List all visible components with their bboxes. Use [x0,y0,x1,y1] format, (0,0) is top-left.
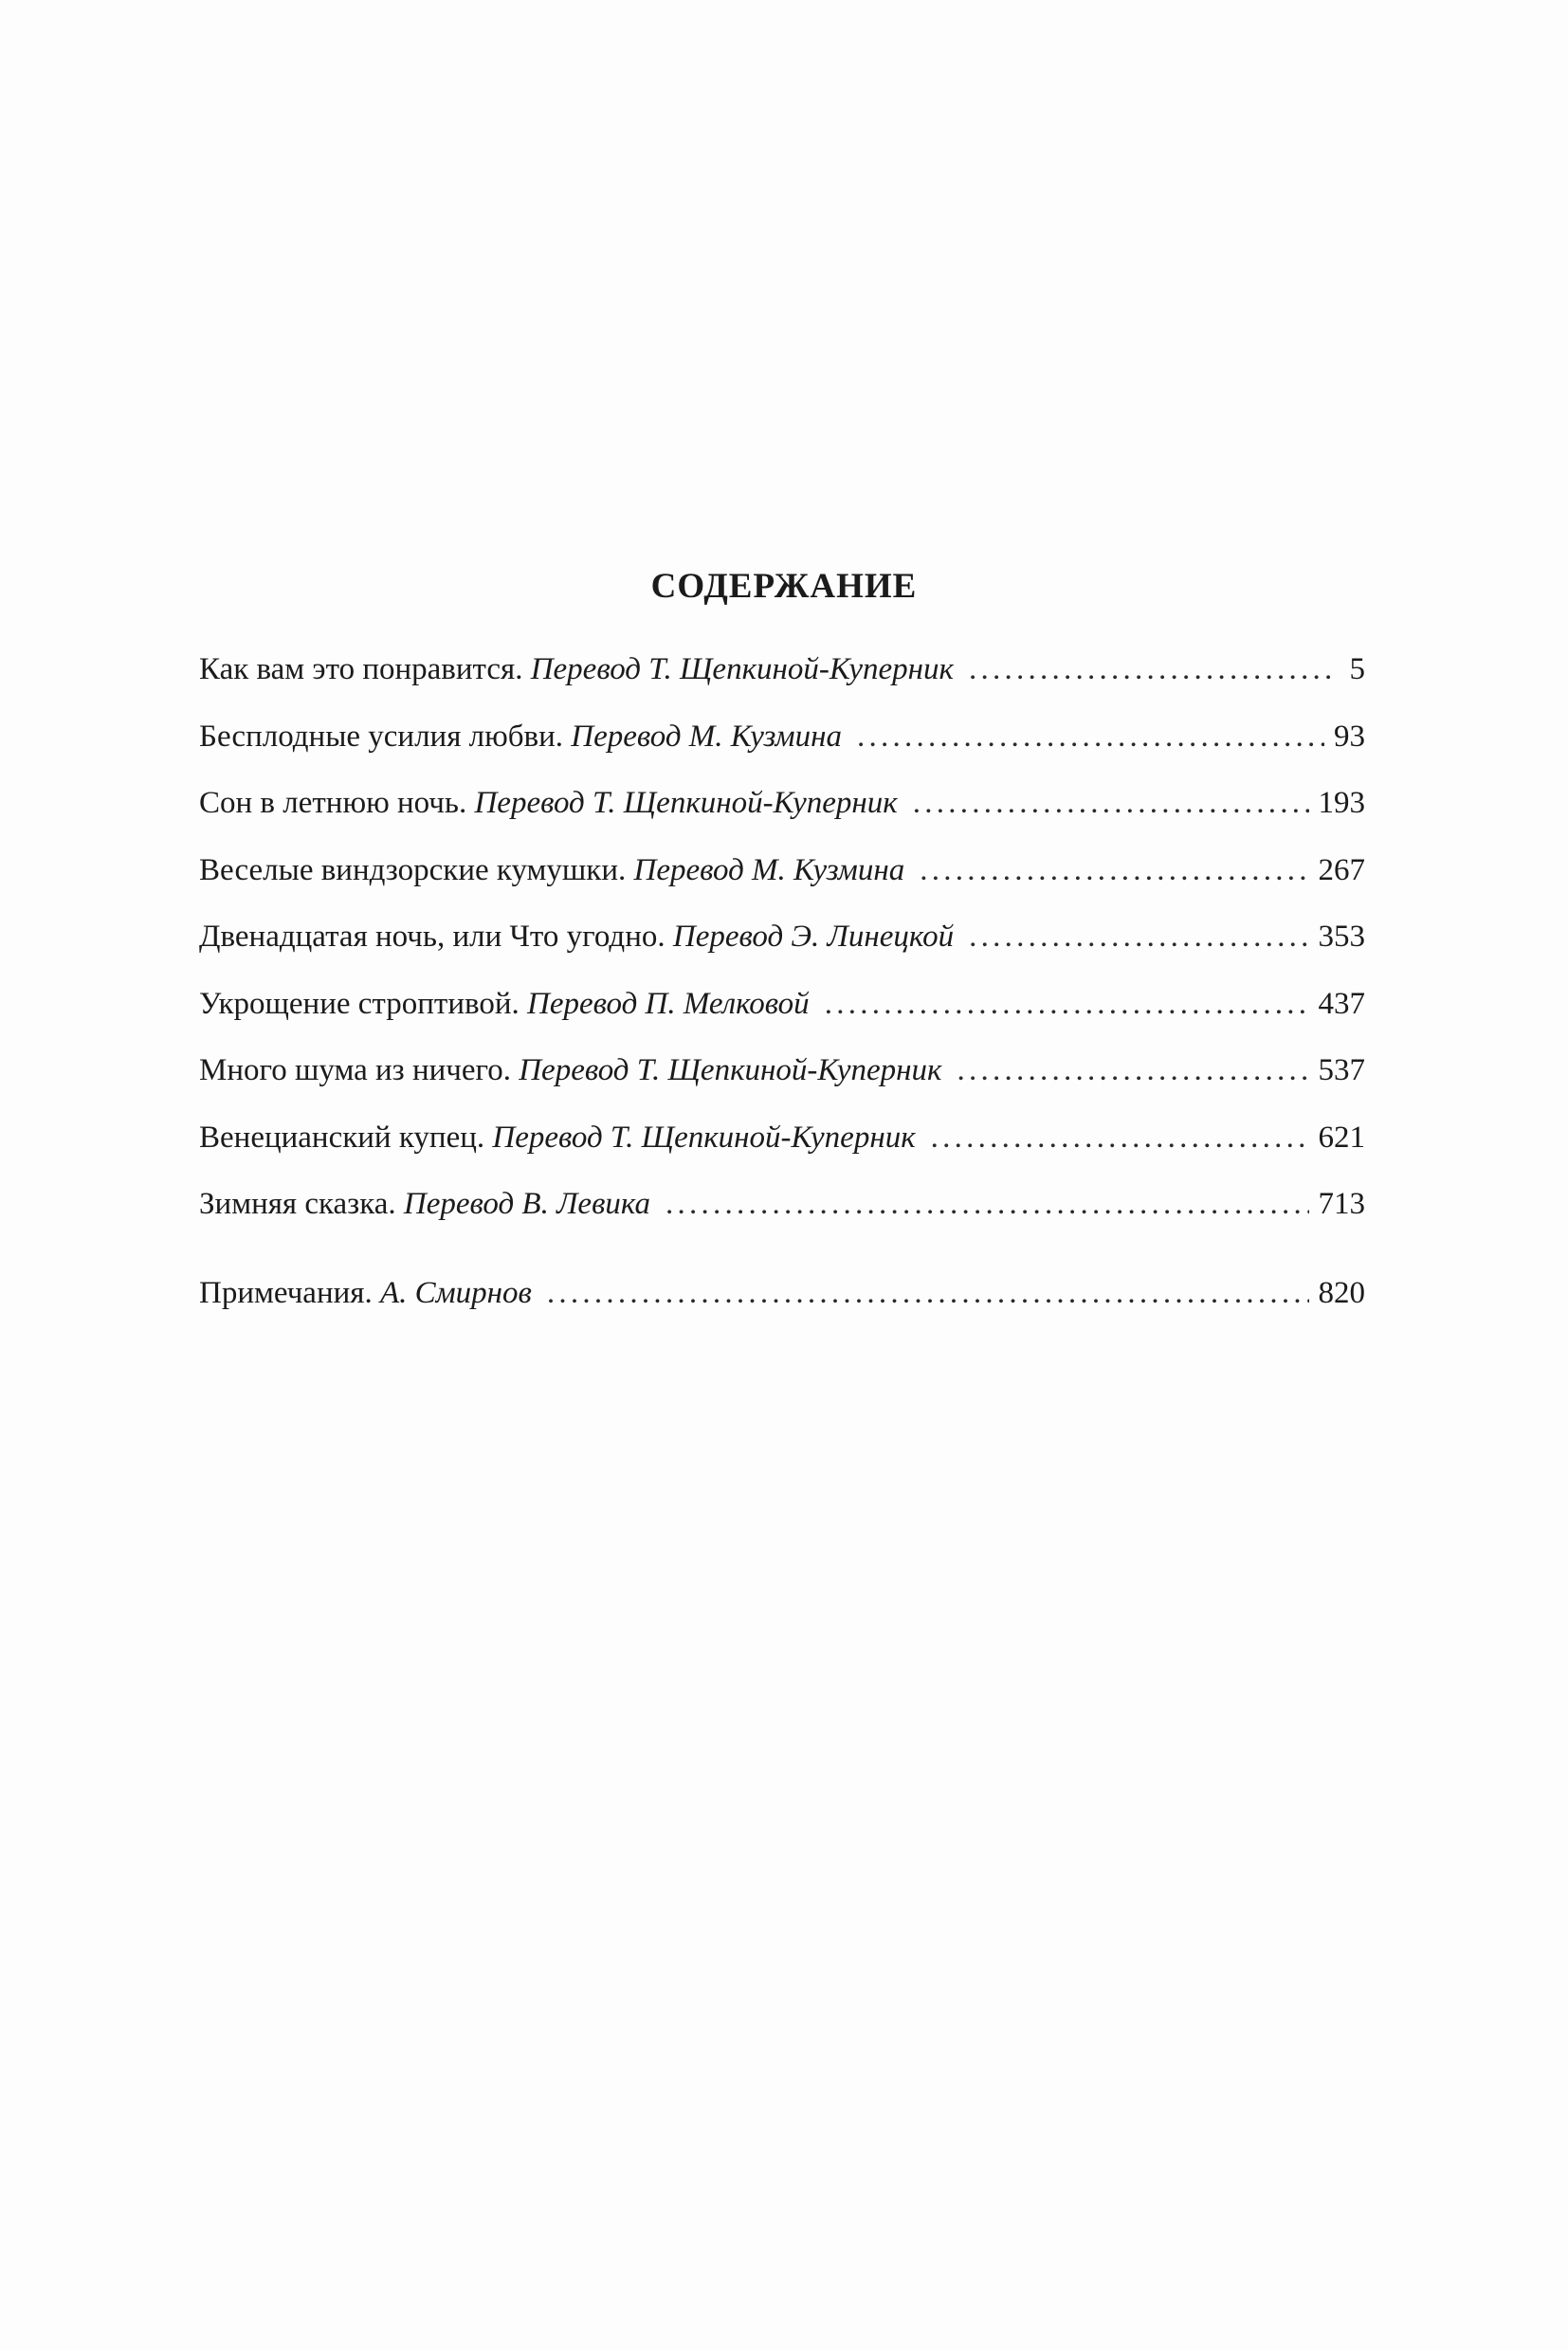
entry-title: Двенадцатая ночь, или Что угодно. [199,920,665,954]
entry-translator: Перевод Т. Щепкиной-Куперник [474,786,898,820]
entry-title: Укрощение строптивой. [199,986,520,1021]
entry-page-number: 5 [1349,652,1365,686]
toc-entry [199,1185,1365,1252]
table-of-contents [199,650,1365,1340]
dot-leader [969,918,1308,956]
entry-title: Зимняя сказка. [199,1187,396,1221]
entry-title: Много шума из ничего. [199,1053,511,1087]
toc-entry [199,1051,1365,1119]
dot-leader [920,851,1308,889]
entry-translator: Перевод П. Мелковой [527,986,810,1021]
entry-translator: Перевод В. Левика [403,1187,651,1221]
toc-entry-notes [199,1274,1365,1341]
entry-title: Примечания. [199,1275,373,1310]
entry-page-number: 621 [1318,1120,1365,1155]
entry-translator: Перевод Э. Линецкой [672,920,955,954]
dot-leader [547,1274,1309,1312]
entry-translator: Перевод М. Кузмина [571,719,842,754]
entry-translator: Перевод Т. Щепкиной-Куперник [530,652,954,686]
entry-title: Веселые виндзорские кумушки. [199,852,627,887]
entry-page-number: 437 [1318,986,1365,1021]
dot-leader [857,718,1324,756]
dot-leader [913,784,1309,822]
toc-entry [199,1119,1365,1186]
entry-translator: Перевод М. Кузмина [633,852,905,887]
entry-page-number: 193 [1318,786,1365,820]
entry-author: А. Смирнов [379,1275,532,1310]
entry-title: Венецианский купец. [199,1120,485,1155]
toc-entry [199,918,1365,985]
entry-translator: Перевод Т. Щепкиной-Куперник [519,1053,942,1087]
dot-leader [969,650,1337,688]
entry-page-number: 267 [1318,852,1365,887]
entry-page-number: 713 [1318,1187,1365,1221]
dot-leader [665,1185,1308,1223]
entry-title: Бесплодные усилия любви. [199,719,564,754]
entry-page-number: 93 [1334,719,1365,754]
toc-entry [199,851,1365,919]
toc-entry [199,985,1365,1052]
entry-translator: Перевод Т. Щепкиной-Куперник [492,1120,916,1155]
entry-page-number: 537 [1318,1053,1365,1087]
dot-leader [957,1051,1308,1089]
entry-title: Сон в летнюю ночь. [199,786,467,820]
page-title: СОДЕРЖАНИЕ [650,566,918,606]
entry-title: Как вам это понравится. [199,652,523,686]
toc-entry [199,650,1365,718]
entry-page-number: 353 [1318,920,1365,954]
entry-page-number: 820 [1318,1275,1365,1310]
toc-entry [199,718,1365,785]
dot-leader [825,985,1309,1023]
dot-leader [931,1119,1309,1157]
toc-entry [199,784,1365,851]
